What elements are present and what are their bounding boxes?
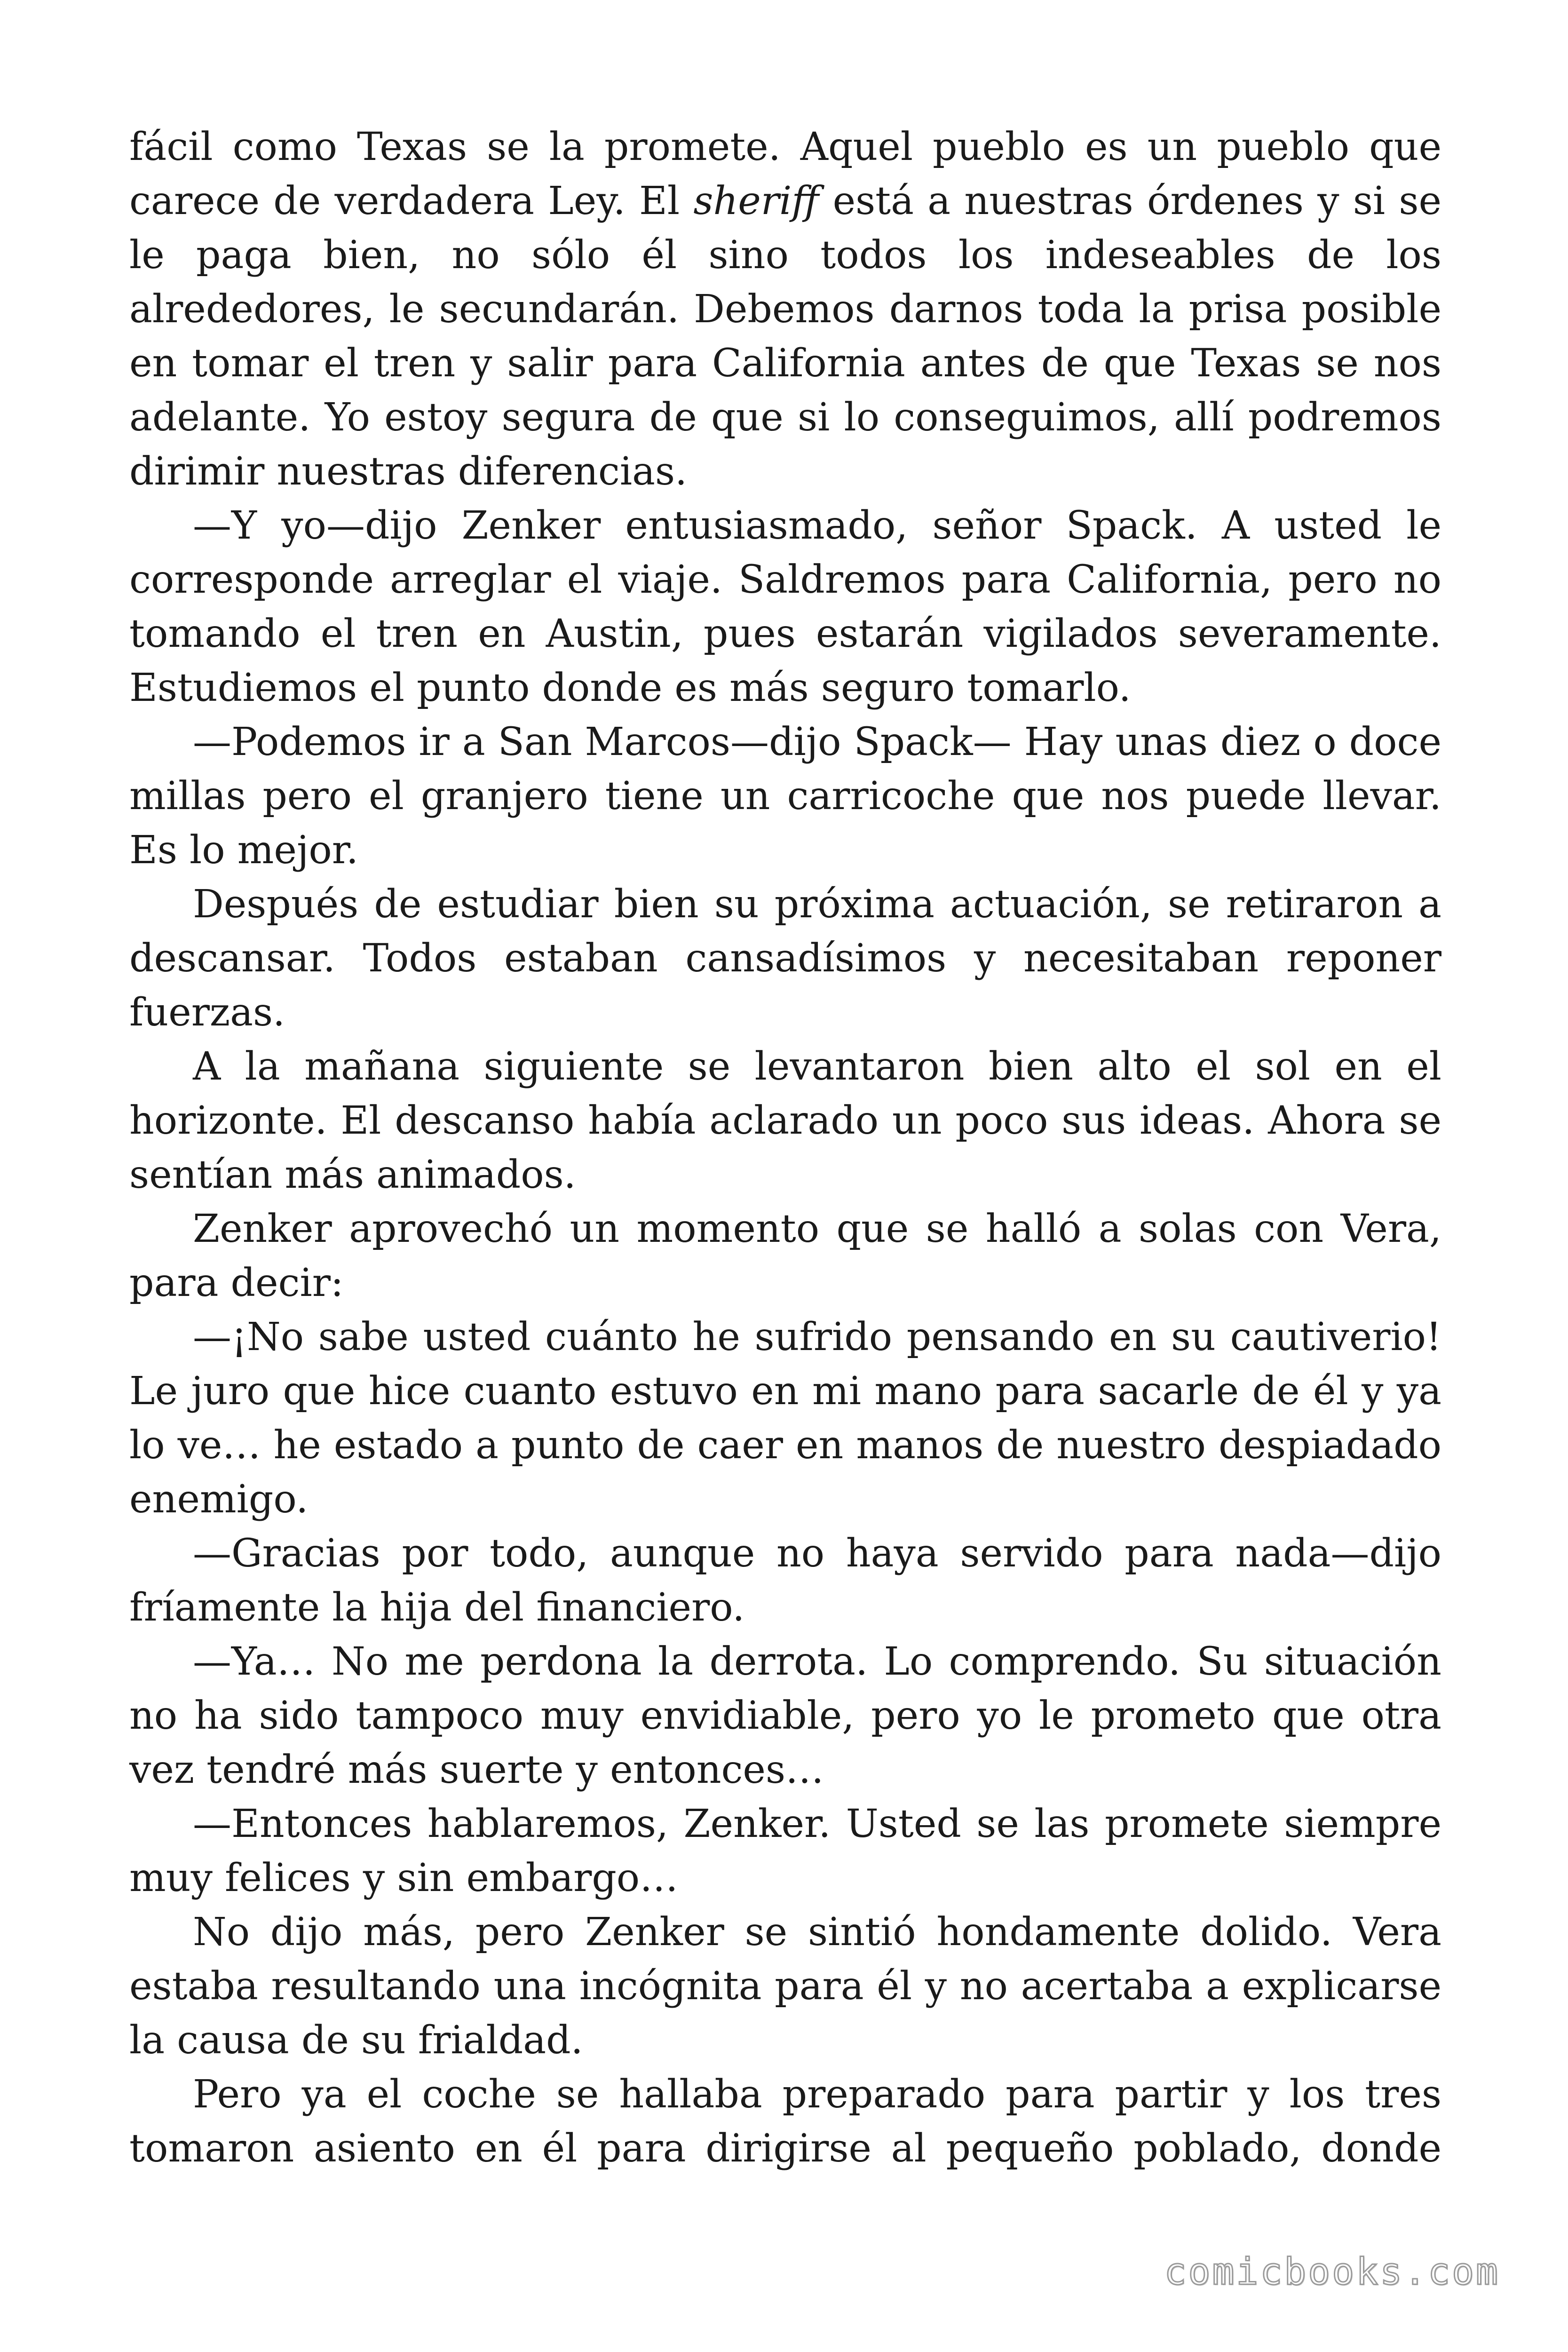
paragraph-text: —Gracias por todo, aunque no haya servido para nada—dijo fríamente la hija del financiero. [129, 1531, 1441, 1630]
paragraph [129, 1202, 1441, 1310]
paragraph-text: está a nuestras órdenes y si se le paga bien, no sólo él sino todos los indeseables de los alrededores, le secundarán. Debemos darnos toda la prisa posible en tomar el tren y salir para California antes de que Texas se nos adelante. Yo estoy segura de que si lo conseguimos, allí podremos dirimir nuestras diferencias. [129, 179, 1441, 494]
paragraph [129, 1310, 1441, 1526]
text-body [129, 120, 1441, 2176]
paragraph-text: —Ya… No me perdona la derrota. Lo comprendo. Su situación no ha sido tampoco muy envidiable, pero yo le prometo que otra vez tendré más suerte y entonces… [129, 1639, 1441, 1792]
paragraph [129, 1635, 1441, 1797]
watermark: comicbooks.com [1164, 2251, 1500, 2293]
paragraph [129, 1526, 1441, 1635]
paragraph-text: Después de estudiar bien su próxima actuación, se retiraron a descansar. Todos estaban cansadísimos y necesitaban reponer fuerzas. [129, 882, 1441, 1035]
paragraph [129, 499, 1441, 715]
paragraph [129, 1797, 1441, 1905]
paragraph [129, 2067, 1441, 2176]
paragraph [129, 877, 1441, 1040]
book-page [129, 120, 1441, 2246]
paragraph [129, 1040, 1441, 1202]
paragraph-text: —Y yo—dijo Zenker entusiasmado, señor Spack. A usted le corresponde arreglar el viaje. Saldremos para California, pero no tomando el tren en Austin, pues estarán vigilados severamente. Estudiemos el punto donde es más seguro tomarlo. [129, 503, 1441, 710]
paragraph-text: A la mañana siguiente se levantaron bien alto el sol en el horizonte. El descanso había aclarado un poco sus ideas. Ahora se sentían más animados. [129, 1044, 1441, 1197]
paragraph-text: Zenker aprovechó un momento que se halló a solas con Vera, para decir: [129, 1207, 1441, 1305]
paragraph-text: —¡No sabe usted cuánto he sufrido pensando en su cautiverio! Le juro que hice cuanto estuvo en mi mano para sacarle de él y ya lo ve… he estado a punto de caer en manos de nuestro despiadado enemigo. [129, 1315, 1441, 1522]
italic-text: sheriff [693, 179, 819, 223]
paragraph-text: Pero ya el coche se hallaba preparado para partir y los tres tomaron asiento en él para dirigirse al pequeño poblado, donde [129, 2072, 1441, 2171]
paragraph-text: fácil como Texas se la promete. Aquel pueblo es un pueblo que carece de verdadera Ley. El [129, 125, 1441, 223]
paragraph-text: —Entonces hablaremos, Zenker. Usted se las promete siempre muy felices y sin embargo… [129, 1802, 1441, 1900]
paragraph [129, 1905, 1441, 2067]
paragraph [129, 715, 1441, 877]
paragraph-text: No dijo más, pero Zenker se sintió hondamente dolido. Vera estaba resultando una incógnita para él y no acertaba a explicarse la causa de su frialdad. [129, 1910, 1441, 2063]
paragraph [129, 120, 1441, 499]
paragraph-text: —Podemos ir a San Marcos—dijo Spack— Hay unas diez o doce millas pero el granjero tiene un carricoche que nos puede llevar. Es lo mejor. [129, 720, 1441, 873]
